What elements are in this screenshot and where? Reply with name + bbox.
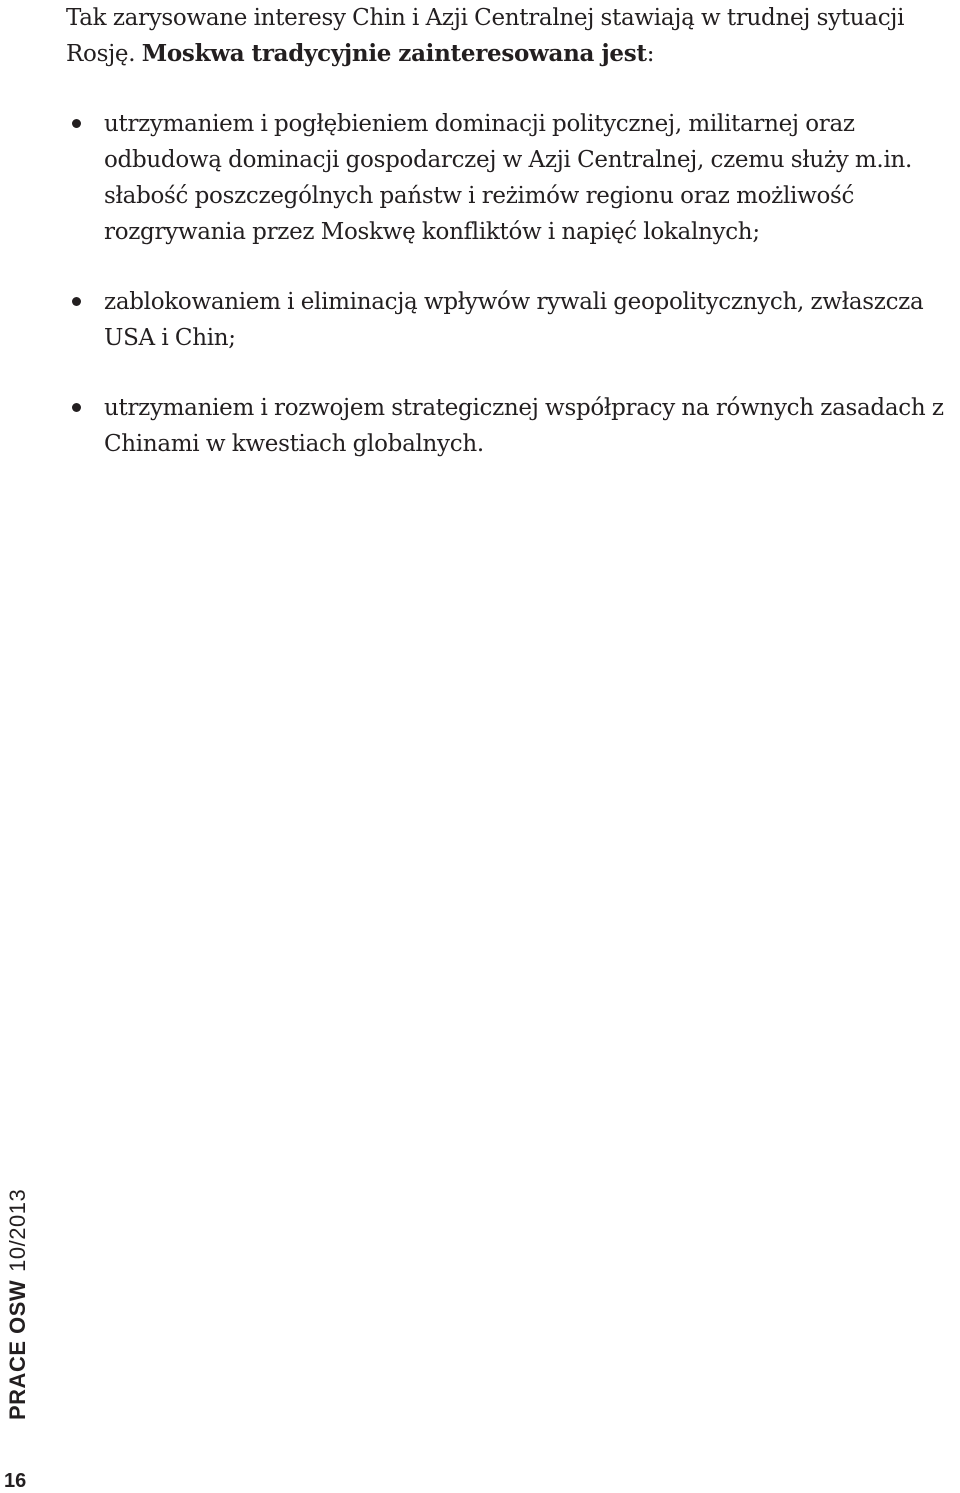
bullet-text: utrzymaniem i pogłębieniem dominacji politycznej, militarnej oraz odbudową dominacji gospodarczej w Azji Centralnej, czemu służy m.in. słabość poszczególnych państw i reżimów regionu oraz możliwość rozgrywania przez Moskwę konfliktów i napięć lokalnych; bbox=[104, 111, 913, 245]
bullet-icon bbox=[72, 403, 81, 412]
list-item bbox=[66, 106, 958, 250]
intro-bold-text: Moskwa tradycyjnie zainteresowana jest bbox=[141, 40, 647, 67]
list-item bbox=[66, 390, 958, 462]
bullet-icon bbox=[72, 119, 81, 128]
bullet-text: zablokowaniem i eliminacją wpływów rywali geopolitycznych, zwłaszcza USA i Chin; bbox=[104, 289, 924, 351]
page-number: 16 bbox=[4, 1470, 27, 1492]
intro-trailing: : bbox=[646, 41, 655, 67]
bullet-icon bbox=[72, 297, 81, 306]
list-item bbox=[66, 284, 958, 356]
publication-issue: 10/2013 bbox=[5, 1188, 30, 1272]
intro-text: Tak zarysowane interesy Chin i Azji Centralnej stawiają w trudnej sytuacji Rosję. bbox=[66, 5, 905, 67]
bullet-text: utrzymaniem i rozwojem strategicznej współpracy na równych zasadach z Chinami w kwestiach globalnych. bbox=[104, 395, 944, 457]
intro-paragraph bbox=[66, 0, 958, 72]
publication-label bbox=[6, 1189, 30, 1420]
publication-brand: PRACE OSW bbox=[5, 1279, 30, 1420]
document-body bbox=[66, 0, 958, 496]
bullet-list bbox=[66, 106, 958, 462]
